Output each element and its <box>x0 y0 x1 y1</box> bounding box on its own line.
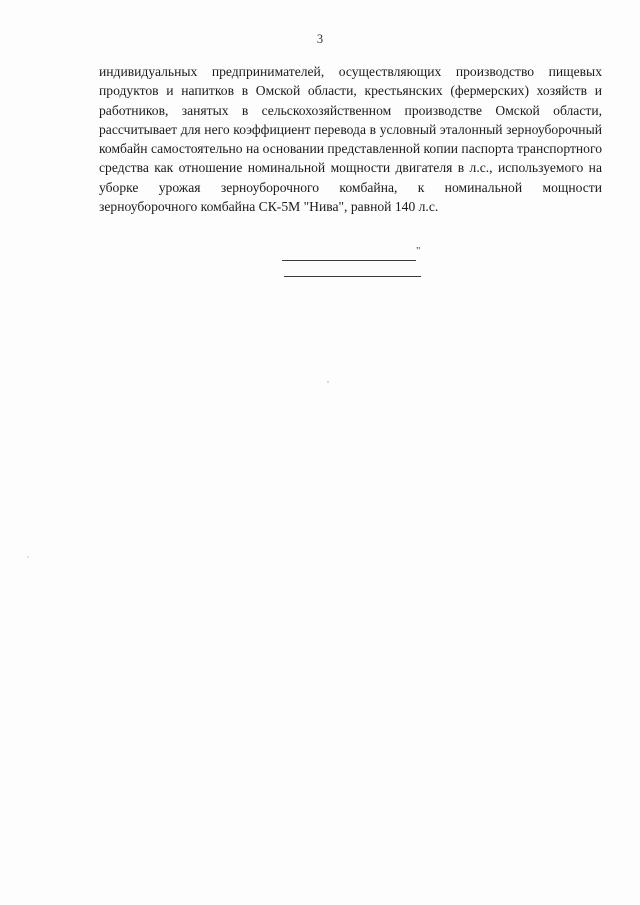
scan-speck <box>327 381 329 383</box>
body-paragraph: индивидуальных предпринимателей, осуществляющих производство пищевых продуктов и напитков в Омской области, крестьянских (фермерских) хозяйств и работников, занятых в сельскохозяйственном производстве Омской области, рассчитывает для него коэффициент перевода в условный эталонный зерноуборочный комбайн самостоятельно на основании представленной копии паспорта транспортного средства как отношение номинальной мощности двигателя в л.с., используемого на уборке урожая зерноуборочного комбайна, к номинальной мощности зерноуборочного комбайна СК-5М "Нива", равной 140 л.с. <box>99 64 602 215</box>
page-number: 3 <box>316 32 324 46</box>
scan-speck <box>27 556 29 558</box>
closing-quote-mark: " <box>416 245 421 257</box>
closing-separator-line <box>282 260 416 261</box>
end-of-document-line <box>284 276 421 277</box>
